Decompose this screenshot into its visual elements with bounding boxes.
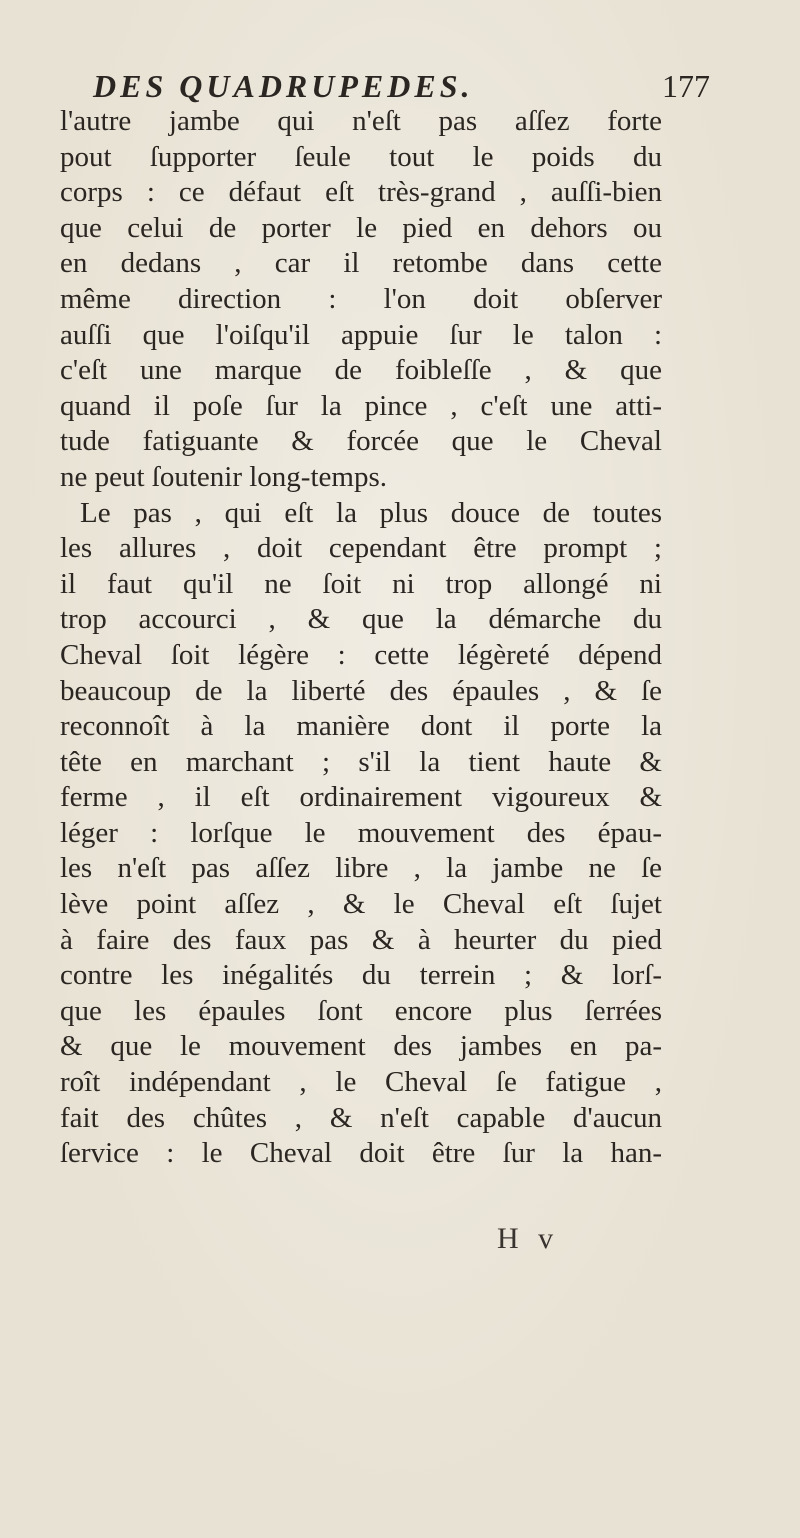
text-line: & que le mouvement des jambes en pa- <box>60 1030 662 1063</box>
text-line: auſſi que l'oiſqu'il appuie ſur le talon : <box>60 318 662 351</box>
text-line: léger : lorſque le mouvement des épau- <box>60 816 662 849</box>
text-line: contre les inégalités du terrein ; & lorſ- <box>60 959 662 992</box>
text-line: reconnoît à la manière dont il porte la <box>60 710 662 743</box>
text-line: en dedans , car il retombe dans cette <box>60 247 662 280</box>
text-line: à faire des faux pas & à heurter du pied <box>60 923 662 956</box>
text-line: c'eſt une marque de foibleſſe , & que <box>60 354 662 387</box>
text-line: Cheval ſoit légère : cette légèreté dépend <box>60 638 662 671</box>
text-line: il faut qu'il ne ſoit ni trop allongé ni <box>60 567 662 600</box>
text-line: corps : ce défaut eſt très-grand , auſſi-bien <box>60 176 662 209</box>
page-header <box>93 68 710 108</box>
text-line: fait des chûtes , & n'eſt capable d'aucun <box>60 1101 662 1134</box>
text-line: trop accourci , & que la démarche du <box>60 603 662 636</box>
text-line: les allures , doit cependant être prompt ; <box>60 532 662 565</box>
running-head: DES QUADRUPEDES. <box>93 68 474 104</box>
body-text <box>60 104 720 1172</box>
text-line: ferme , il eſt ordinairement vigoureux & <box>60 781 662 814</box>
text-line: même direction : l'on doit obſerver <box>60 282 662 315</box>
text-line: pout ſupporter ſeule tout le poids du <box>60 140 662 173</box>
text-line: que celui de porter le pied en dehors ou <box>60 211 662 244</box>
text-line: les n'eſt pas aſſez libre , la jambe ne ſe <box>60 852 662 885</box>
text-line: ne peut ſoutenir long-temps. <box>60 460 387 493</box>
text-line: que les épaules ſont encore plus ſerrées <box>60 994 662 1027</box>
text-line: beaucoup de la liberté des épaules , & ſe <box>60 674 662 707</box>
signature-mark: H v <box>497 1222 560 1255</box>
text-line: tude fatiguante & forcée que le Cheval <box>60 425 662 458</box>
text-line: ſervice : le Cheval doit être ſur la han- <box>60 1137 662 1170</box>
text-line: l'autre jambe qui n'eſt pas aſſez forte <box>60 105 662 137</box>
text-line: lève point aſſez , & le Cheval eſt ſujet <box>60 888 662 921</box>
text-line: roît indépendant , le Cheval ſe fatigue , <box>60 1066 662 1099</box>
text-line: tête en marchant ; s'il la tient haute & <box>60 745 662 778</box>
page-number: 177 <box>662 68 710 104</box>
text-line: Le pas , qui eſt la plus douce de toutes <box>80 496 662 529</box>
text-line: quand il poſe ſur la pince , c'eſt une atti- <box>60 389 662 422</box>
